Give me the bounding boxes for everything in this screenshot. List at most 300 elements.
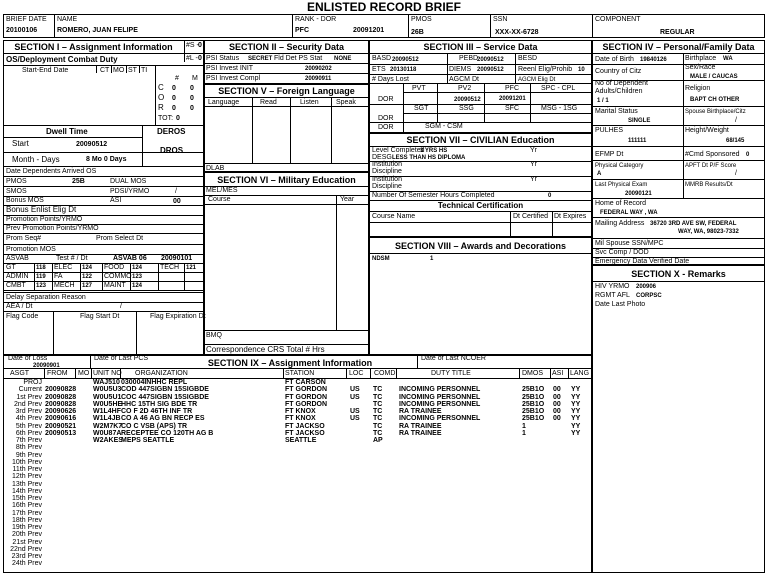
cell-unit: W0U5HE — [93, 400, 123, 408]
pdsi-label: PDSI/YRMO — [110, 188, 150, 195]
cell-asi: 00 — [553, 415, 561, 423]
row-label: 6th Prev — [15, 429, 42, 437]
cell-dmos: 25B1O — [522, 415, 545, 423]
rgmt-label: RGMT AFL — [595, 292, 630, 299]
row-label: 20th Prev — [12, 531, 42, 539]
asvab-score-label: COMMO — [104, 273, 132, 280]
cmd-sponsored: 0 — [746, 152, 750, 158]
cell-from: 20090513 — [45, 429, 77, 437]
row-label: 2nd Prev — [13, 400, 42, 408]
cell-unit: W1L4HF — [93, 408, 121, 415]
pebd-label: PEBD — [459, 55, 479, 62]
cell-unit: W1L4JB — [93, 415, 121, 423]
dwell-start: 20090512 — [76, 141, 108, 148]
cell-unit: W0U5U1 — [93, 393, 122, 401]
spouse-birthplace-label: Spouse Birthplace/Citz — [685, 109, 746, 115]
desg: LESS THAN HS DIPLOMA — [392, 155, 466, 161]
yr-label: Yr — [530, 147, 537, 154]
dor-label-2: DOR — [378, 115, 394, 122]
row-label: 12th Prev — [12, 473, 42, 481]
date-last-pcs-label: Date of Last PCS — [94, 355, 149, 362]
cell-unit: W0U87A — [93, 429, 122, 437]
cell-lang: YY — [571, 393, 581, 401]
cell-from: 20090616 — [45, 415, 77, 423]
l-count-label: #L - — [186, 55, 198, 62]
psi-compl: 20090911 — [305, 76, 332, 82]
apft: / — [735, 170, 737, 177]
test-date-label: Test # / Dt — [56, 255, 88, 262]
row-label: 9th Prev — [15, 451, 42, 459]
cell-lang: YY — [571, 415, 581, 423]
row-r-label: R — [158, 103, 164, 112]
ct-label: CT — [100, 67, 110, 74]
asvab-test: ASVAB 06 — [113, 255, 147, 262]
cell-station: FT KNOX — [285, 408, 316, 415]
speak-label: Speak — [336, 99, 356, 106]
row-c-months: 0 — [190, 85, 194, 92]
asvab-score-value: 119 — [36, 274, 46, 280]
emergency-data-label: Emergency Data Verified Date — [595, 258, 690, 265]
cell-unit: W0U5U3 — [93, 386, 122, 394]
date-of-loss-label: Date of Loss — [8, 355, 48, 362]
cell-org: CO C VSB (APS) TR — [121, 422, 188, 430]
last-photo-label: Date Last Photo — [595, 301, 646, 308]
cell-comd: TC — [373, 393, 383, 401]
name-label: NAME — [57, 16, 78, 23]
cell-lang: YY — [571, 408, 581, 415]
psi-compl-label: PSI Invest Compl — [206, 75, 261, 82]
cell-station: FT GORDON — [285, 386, 327, 394]
last-physical-label: Last Physical Exam — [595, 182, 648, 188]
ssg-label: SSG — [459, 105, 474, 112]
cell-asi: 00 — [553, 386, 561, 394]
cell-comd: TC — [373, 408, 383, 415]
dual-mos-label: DUAL MOS — [110, 178, 147, 185]
cell-station: FT GORDON — [285, 393, 327, 401]
listen-label: Listen — [300, 99, 319, 106]
spouse-birthplace: / — [735, 117, 737, 124]
column-header: ASGT — [10, 370, 30, 377]
mo-label: MO — [113, 67, 125, 74]
mailing-address-label: Mailing Address — [595, 220, 645, 227]
row-label: 11th Prev — [12, 466, 42, 473]
prom-select-label: Prom Select Dt — [96, 235, 144, 242]
mil-spouse-label: Mil Spouse SSN/MPC — [595, 240, 664, 247]
row-label: 4th Prev — [15, 415, 42, 423]
row-o-months: 0 — [190, 95, 194, 102]
section-vi-title: SECTION VI – Military Education — [217, 175, 356, 185]
cell-loc: US — [350, 393, 360, 401]
award-name: NDSM — [372, 256, 390, 262]
cell-org: RECEPTEE CO 120TH AG B — [121, 429, 214, 437]
month-days: 8 Mo 0 Days — [86, 156, 127, 163]
sex-race-label: Sex/Race — [685, 64, 716, 71]
pulhes-label: PULHES — [595, 127, 624, 134]
course-label: Course — [208, 196, 231, 203]
total: 0 — [176, 115, 180, 122]
country-citz-label: Country of Citz — [595, 68, 642, 75]
row-r-months: 0 — [190, 105, 194, 112]
cell-comd: TC — [373, 429, 383, 437]
section-ix-title: SECTION IX – Assignment Information — [207, 358, 373, 368]
cell-asi: 00 — [553, 393, 561, 401]
asvab-score-value: 124 — [132, 265, 143, 271]
physical-category: A — [597, 171, 602, 177]
mel-mes-label: MEL/MES — [206, 187, 238, 194]
asi: 00 — [173, 198, 181, 205]
cell-dmos: 25B1O — [522, 400, 545, 408]
dob-label: Date of Birth — [595, 56, 634, 63]
cell-duty: INCOMING PERSONNEL — [399, 386, 481, 394]
column-header: ORGANIZATION — [135, 370, 188, 377]
cell-station: FT CARSON — [285, 379, 326, 386]
cell-comd: TC — [373, 400, 383, 408]
dros-label: DROS — [160, 146, 184, 155]
cell-station: FT KNOX — [285, 415, 316, 423]
cell-org: CO A 46 AG BN RECP ES — [121, 415, 205, 423]
reenl-label: Reenl Elig/Prohib — [518, 66, 573, 73]
cell-asi: 00 — [553, 408, 561, 415]
row-r-count: 0 — [172, 105, 176, 112]
birthplace: WA — [723, 56, 733, 62]
column-header: MO — [78, 370, 90, 377]
cell-station: SEATTLE — [285, 437, 317, 444]
pfc-dor: 20091201 — [499, 96, 526, 102]
soldier-name: ROMERO, JUAN FELIPE — [57, 27, 138, 34]
section-vii-title: SECTION VII – CIVILIAN Education — [406, 135, 555, 145]
hiv-label: HIV YRMO — [595, 283, 630, 290]
pfc-label: PFC — [505, 85, 519, 92]
rank: PFC — [295, 27, 309, 34]
asvab-score-label: MECH — [54, 282, 75, 289]
read-label: Read — [260, 99, 277, 106]
pvt-label: PVT — [412, 85, 426, 92]
asvab-score-label: TECH — [160, 264, 180, 271]
fld-det: NONE — [334, 56, 352, 62]
dor-label-3: DOR — [378, 124, 394, 131]
cell-dmos: 25B1O — [522, 408, 545, 415]
row-label: 3rd Prev — [15, 408, 42, 415]
marital-status: SINGLE — [628, 118, 651, 124]
asvab-score-label: ELEC — [54, 264, 73, 271]
cell-comd: TC — [373, 422, 383, 430]
cell-org: COC 447SIGBN 15SIGBDE — [121, 393, 209, 401]
cell-loc: US — [350, 408, 360, 415]
asvab-score-label: FOOD — [104, 264, 125, 271]
pmos-label: PMOS — [411, 16, 432, 23]
date-of-loss: 20090901 — [33, 363, 60, 369]
promotion-points-label: Promotion Points/YRMO — [6, 216, 83, 223]
brief-date-label: BRIEF DATE — [6, 16, 47, 23]
basd-label: BASD — [372, 55, 392, 62]
column-header: ASI — [552, 370, 564, 377]
cell-from: 20090828 — [45, 386, 77, 394]
ets-label: ETS — [372, 66, 386, 73]
height-weight-label: Height/Weight — [685, 127, 729, 134]
bmq-label: BMQ — [206, 332, 222, 339]
apft-label: APFT Dt P/F Score — [685, 163, 737, 169]
bonus-mos-label: Bonus MOS — [6, 197, 44, 204]
spc-label: SPC - CPL — [541, 85, 576, 92]
rank-label: RANK - DOR — [295, 16, 337, 23]
section-viii — [369, 237, 592, 355]
section-x — [592, 265, 765, 573]
st-label: ST — [128, 67, 137, 74]
dt-certified-label: Dt Certified — [513, 213, 549, 220]
asvab-label: ASVAB — [6, 255, 29, 262]
row-label: 18th Prev — [12, 516, 42, 524]
section-v-title: SECTION V – Foreign Language — [218, 86, 355, 96]
row-c-label: C — [158, 83, 164, 92]
row-label: 10th Prev — [12, 458, 42, 466]
cell-org: 030004INHHC REPL — [121, 379, 188, 386]
cell-comd: TC — [373, 386, 383, 394]
asvab-score-value: 124 — [132, 283, 143, 289]
agcm-elig-label: AGCM Elig Dt — [518, 77, 556, 83]
pulhes: 111111 — [628, 138, 647, 144]
bonus-enlist-label: Bonus Enlist Elig Dt — [6, 205, 77, 214]
dependents-label: No of Dependent Adults/Children — [595, 80, 648, 95]
section-iv-title: SECTION IV – Personal/Family Data — [602, 42, 755, 52]
mailing-address-line1: 36720 3RD AVE SW, FEDERAL — [650, 221, 737, 227]
sfc-label: SFC — [505, 105, 519, 112]
dwell-time-label: Dwell Time — [46, 127, 88, 136]
row-label: 19th Prev — [12, 524, 42, 531]
dor: 20091201 — [353, 27, 385, 34]
flag-expiration-label: Flag Expiration Dt — [150, 313, 206, 320]
days-lost-label: # Days Lost — [372, 76, 409, 83]
deros-label: DEROS — [157, 127, 186, 136]
cell-duty: INCOMING PERSONNEL — [399, 400, 481, 408]
religion-label: Religion — [685, 85, 711, 92]
diems-label: DIEMS — [449, 66, 472, 73]
month-days-label: Month - Days — [12, 155, 60, 164]
asi-label: ASI — [110, 197, 122, 204]
last-physical: 20090121 — [625, 191, 652, 197]
asvab-score-label: GT — [6, 264, 16, 271]
pdsi: / — [175, 188, 177, 195]
component-label: COMPONENT — [595, 16, 641, 23]
cell-duty: RA TRAINEE — [399, 422, 442, 430]
fld-det-label: Fld Det PS Stat — [274, 55, 323, 62]
asvab-score-value: 118 — [36, 265, 46, 271]
column-header: LANG — [570, 370, 590, 377]
dor-label: DOR — [378, 96, 394, 103]
psi-init-label: PSI Invest INIT — [206, 65, 254, 72]
months-col-label: M — [192, 75, 198, 82]
column-header: LOC — [349, 370, 364, 377]
os-deployment-label: OS/Deployment Combat Duty — [6, 55, 118, 64]
cmd-sponsored-label: #Cmd Sponsored — [685, 151, 740, 158]
row-o-label: O — [158, 93, 165, 102]
semester-hours: 0 — [548, 193, 552, 199]
yr-label-2: Yr — [530, 161, 537, 168]
asvab-score-label: CMBT — [6, 282, 26, 289]
dob: 19840126 — [640, 57, 667, 63]
level-completed-label: Level Completed — [372, 147, 425, 154]
diems: 20090512 — [477, 67, 504, 73]
total-label: TOT: — [158, 115, 174, 122]
s-count: 0 — [198, 42, 202, 49]
year-label: Year — [340, 196, 355, 203]
marital-status-label: Marital Status — [595, 108, 638, 115]
row-o-count: 0 — [172, 95, 176, 102]
cell-org: CO F 2D 46TH INF TR — [121, 408, 193, 415]
row-label: 5th Prev — [15, 422, 42, 430]
pv2-dor: 20090512 — [454, 97, 481, 103]
aea-label: AEA / Dt — [6, 303, 33, 310]
pmos: 26B — [411, 29, 424, 36]
cell-from: 20090626 — [45, 408, 77, 415]
pv2-label: PV2 — [458, 85, 472, 92]
row-label: 22nd Prev — [10, 545, 42, 553]
institution-label-2: Institution — [372, 176, 402, 183]
date-last-ncoer-label: Date of Last NCOER — [421, 355, 486, 362]
column-header: UNIT NO — [93, 370, 122, 377]
cell-duty: RA TRAINEE — [399, 408, 442, 415]
s-count-label: #S - — [186, 42, 199, 49]
cell-loc: US — [350, 386, 360, 394]
asvab-score-value: 122 — [82, 274, 93, 280]
asvab-date: 20090101 — [161, 255, 193, 262]
column-header: COMD — [374, 370, 396, 377]
section-ii-title: SECTION II – Security Data — [228, 42, 345, 52]
asvab-score-value: 121 — [186, 265, 197, 271]
technical-certification-title: Technical Certification — [437, 201, 524, 210]
cell-station: FT JACKSO — [285, 429, 325, 437]
row-label: 21st Prev — [12, 538, 42, 546]
basd: 20090512 — [392, 57, 419, 63]
cell-duty: INCOMING PERSONNEL — [399, 393, 481, 401]
cell-lang: YY — [571, 386, 581, 394]
row-label: 16th Prev — [12, 502, 42, 510]
cell-station: FT GORDON — [285, 400, 327, 408]
cell-org: HHC 15TH SIG BDE TR — [121, 400, 198, 408]
section-i-title: SECTION I – Assignment Information — [14, 42, 173, 52]
reenl: 10 — [578, 67, 585, 73]
asvab-score-label: ADMIN — [6, 273, 29, 280]
ssn: XXX-XX-6728 — [495, 29, 539, 36]
besd-label: BESD — [518, 55, 538, 62]
pebd: 20090512 — [477, 57, 504, 63]
efmp-label: EFMP Dt — [595, 151, 624, 158]
cell-unit: W2M7K7 — [93, 422, 123, 430]
cell-lang: YY — [571, 400, 581, 408]
religion: BAPT CH OTHER — [690, 97, 740, 103]
asvab-score-label: MAINT — [104, 282, 126, 289]
cell-station: FT JACKSO — [285, 422, 325, 430]
pmos-2: 25B — [72, 178, 85, 185]
asvab-score-value: 123 — [132, 274, 143, 280]
psi-status: SECRET — [248, 56, 273, 62]
row-label: 17th Prev — [12, 509, 42, 517]
cell-loc: US — [350, 415, 360, 423]
delay-separation-label: Delay Separation Reason — [6, 294, 86, 301]
correspondence-label: Correspondence CRS Total # Hrs — [206, 345, 325, 354]
institution-label: Institution — [372, 161, 402, 168]
award-count: 1 — [430, 256, 434, 262]
cell-from: 20090828 — [45, 400, 77, 408]
row-label: PROJ — [23, 379, 42, 386]
flag-code-label: Flag Code — [6, 313, 39, 320]
cell-from: 20090828 — [45, 393, 77, 401]
cell-unit: WAJ510 — [93, 379, 120, 386]
row-c-count: 0 — [172, 85, 176, 92]
desg-label: DESG — [372, 154, 392, 161]
yr-label-3: Yr — [530, 176, 537, 183]
smos-label: SMOS — [6, 188, 27, 195]
count-col-label: # — [175, 75, 179, 82]
dependents: 1 / 1 — [597, 98, 609, 104]
physical-category-label: Physical Category — [595, 163, 644, 169]
sgm-label: SGM - CSM — [425, 123, 463, 130]
prev-promotion-points-label: Prev Promotion Points/YRMO — [6, 225, 99, 232]
height-weight: 68/145 — [726, 138, 745, 144]
discipline-label-2: Discipline — [372, 183, 402, 190]
cell-dmos: 25B1O — [522, 393, 545, 401]
aea: / — [120, 303, 122, 310]
asvab-score-value: 123 — [36, 283, 47, 289]
psi-init: 20090202 — [305, 66, 332, 72]
asvab-score-label: FA — [54, 273, 63, 280]
mmrb-label: MMRB Results/Dt — [685, 182, 733, 188]
cell-lang: YY — [571, 422, 581, 430]
level-completed: 3 YRS HS — [420, 148, 448, 154]
cell-dmos: 1 — [522, 429, 526, 437]
dt-expires-label: Dt Expires — [554, 213, 587, 220]
home-of-record: FEDERAL WAY , WA — [600, 210, 658, 216]
brief-date: 20100106 — [6, 27, 38, 34]
row-label: 15th Prev — [12, 495, 42, 502]
cell-from: 20090521 — [45, 422, 77, 430]
cell-dmos: 1 — [522, 422, 526, 430]
cell-dmos: 25B1O — [522, 386, 545, 394]
page-title: ENLISTED RECORD BRIEF — [306, 0, 461, 14]
row-label: Current — [18, 386, 42, 394]
discipline-label: Discipline — [372, 168, 402, 175]
column-header: FROM — [47, 370, 68, 377]
column-header: DMOS — [522, 370, 543, 377]
row-label: 24th Prev — [12, 560, 42, 568]
section-viii-title: SECTION VIII – Awards and Decorations — [394, 241, 567, 251]
course-name-label: Course Name — [372, 213, 416, 220]
cell-asi: 00 — [553, 400, 561, 408]
cell-unit: W2AKES — [93, 437, 123, 444]
semester-hours-label: Number Of Semester Hours Completed — [372, 192, 495, 199]
date-dependents-label: Date Dependents Arrived OS — [6, 168, 97, 175]
cell-org: MEPS SEATTLE — [121, 437, 175, 444]
row-label: 14th Prev — [12, 487, 42, 495]
asvab-score-value: 124 — [82, 265, 93, 271]
promotion-mos-label: Promotion MOS — [6, 246, 56, 253]
column-header: DUTY TITLE — [431, 370, 471, 377]
home-of-record-label: Home of Record — [595, 200, 646, 207]
cell-duty: INCOMING PERSONNEL — [399, 415, 481, 423]
asvab-score-value: 127 — [82, 283, 93, 289]
dwell-start-label: Start — [12, 139, 29, 148]
cell-comd: AP — [373, 437, 383, 444]
birthplace-label: Birthplace — [685, 55, 717, 62]
ssn-label: SSN — [493, 16, 508, 23]
ets: 20130118 — [390, 67, 417, 73]
prom-seq-label: Prom Seq# — [6, 235, 42, 242]
msg-label: MSG - 1SG — [541, 105, 578, 112]
start-end-label: Start-End Date — [22, 67, 69, 74]
svc-comp-label: Svc Comp / DOD — [595, 249, 649, 256]
row-label: 7th Prev — [15, 437, 42, 444]
section-iii-title: SECTION III – Service Data — [423, 42, 538, 52]
sgt-label: SGT — [414, 105, 429, 112]
